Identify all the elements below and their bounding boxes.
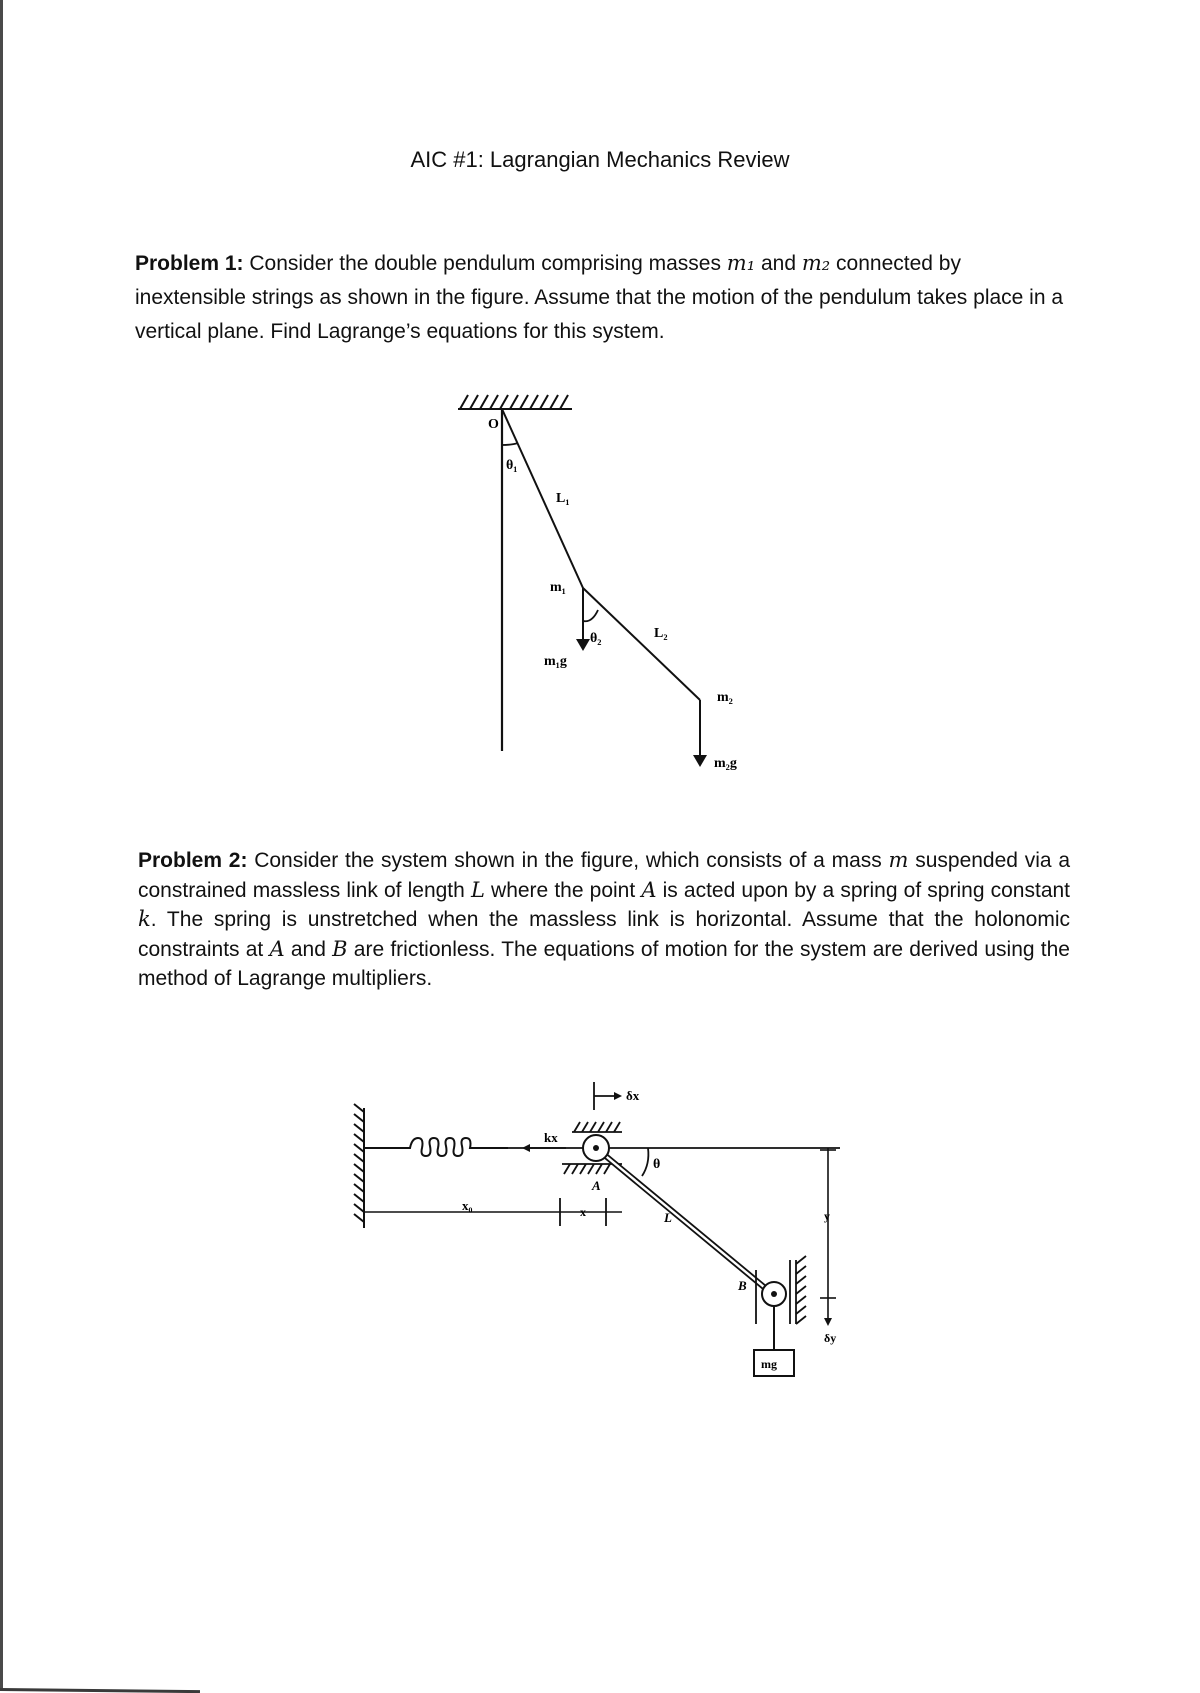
- label-theta1: θ₁: [506, 458, 518, 473]
- problem-2-heading: Problem 2:: [138, 849, 248, 872]
- problem-1-m1: m₁: [726, 251, 756, 275]
- problem-2-A: A: [641, 877, 657, 902]
- label-a: A: [592, 1178, 601, 1193]
- string-l1: [502, 409, 583, 588]
- pin-a-center: [593, 1145, 599, 1151]
- problem-2-text-d: is acted upon by a spring of spring constant: [656, 878, 1071, 902]
- label-l: L: [664, 1210, 672, 1225]
- spring: [364, 1138, 508, 1156]
- page-title: AIC #1: Lagrangian Mechanics Review: [410, 147, 790, 172]
- top-guide: [572, 1122, 622, 1132]
- label-theta2: θ₂: [590, 631, 602, 646]
- constrained-link-figure: [350, 1060, 850, 1395]
- problem-1-text-b: and: [755, 252, 802, 275]
- theta2-arc: [583, 610, 598, 621]
- dx-arrow-head: [614, 1092, 622, 1100]
- link-rod-inner: [596, 1148, 770, 1292]
- problem-1-text-a: Consider the double pendulum comprising masses: [243, 252, 727, 275]
- m1g-arrow-head: [576, 639, 590, 651]
- label-y: y: [824, 1209, 830, 1223]
- problem-2-A2: A: [269, 936, 285, 961]
- label-m1: m₁: [550, 580, 566, 595]
- problem-2-text-b: suspended via a constrained massless link of length: [138, 849, 1070, 902]
- problem-2-text-f: and: [284, 937, 333, 961]
- problem-2-text-a: Consider the system shown in the figure, which consists of a mass: [247, 849, 889, 872]
- label-x: x: [580, 1205, 586, 1219]
- label-x0: x₀: [462, 1198, 473, 1213]
- label-o: O: [488, 417, 499, 432]
- problem-1-text-c: connected by inextensible strings as shown in the figure. Assume that the motion of the pendulum takes place in a vertical plane. Find Lagrange’s equations for this system.: [135, 252, 1064, 343]
- theta1-arc: [502, 443, 518, 445]
- label-m2g: m₂g: [714, 756, 737, 771]
- label-dy: δy: [824, 1331, 837, 1345]
- problem-2-k: k: [138, 907, 151, 931]
- problem-2-B: B: [332, 936, 348, 961]
- label-theta: θ: [653, 1157, 661, 1172]
- problem-2-text-c: where the point: [484, 878, 642, 902]
- problem-2-m: m: [888, 848, 909, 872]
- scan-edge-left: [0, 0, 3, 1691]
- problem-2-text-g: are frictionless. The equations of motion for the system are derived using the method of Lagrange multipliers.: [138, 937, 1070, 990]
- left-wall: [354, 1104, 364, 1228]
- ceiling-support: [458, 395, 572, 409]
- label-mg: mg: [761, 1357, 777, 1371]
- problem-2-text-e: . The spring is unstretched when the massless link is horizontal. Assume that the holonomic constraints at: [138, 908, 1070, 961]
- label-l1: L₁: [556, 491, 570, 506]
- label-kx: kx: [544, 1130, 558, 1145]
- label-l2: L₂: [654, 626, 668, 641]
- label-m2: m₂: [717, 690, 733, 705]
- pin-b-center: [771, 1291, 777, 1297]
- double-pendulum-figure: [440, 385, 770, 790]
- label-m1g: m₁g: [544, 654, 567, 669]
- theta-arc: [642, 1148, 648, 1176]
- dy-arrow-head: [824, 1318, 832, 1326]
- m2g-arrow-head: [693, 755, 707, 767]
- problem-1-m2: m₂: [801, 251, 831, 275]
- label-dx: δx: [626, 1088, 640, 1103]
- label-b: B: [738, 1278, 747, 1293]
- problem-2-text: [138, 846, 1070, 994]
- problem-2-L: L: [470, 877, 485, 902]
- problem-1-text: [135, 246, 1070, 349]
- kx-arrow-head: [522, 1144, 530, 1152]
- problem-1-heading: Problem 1:: [135, 252, 244, 275]
